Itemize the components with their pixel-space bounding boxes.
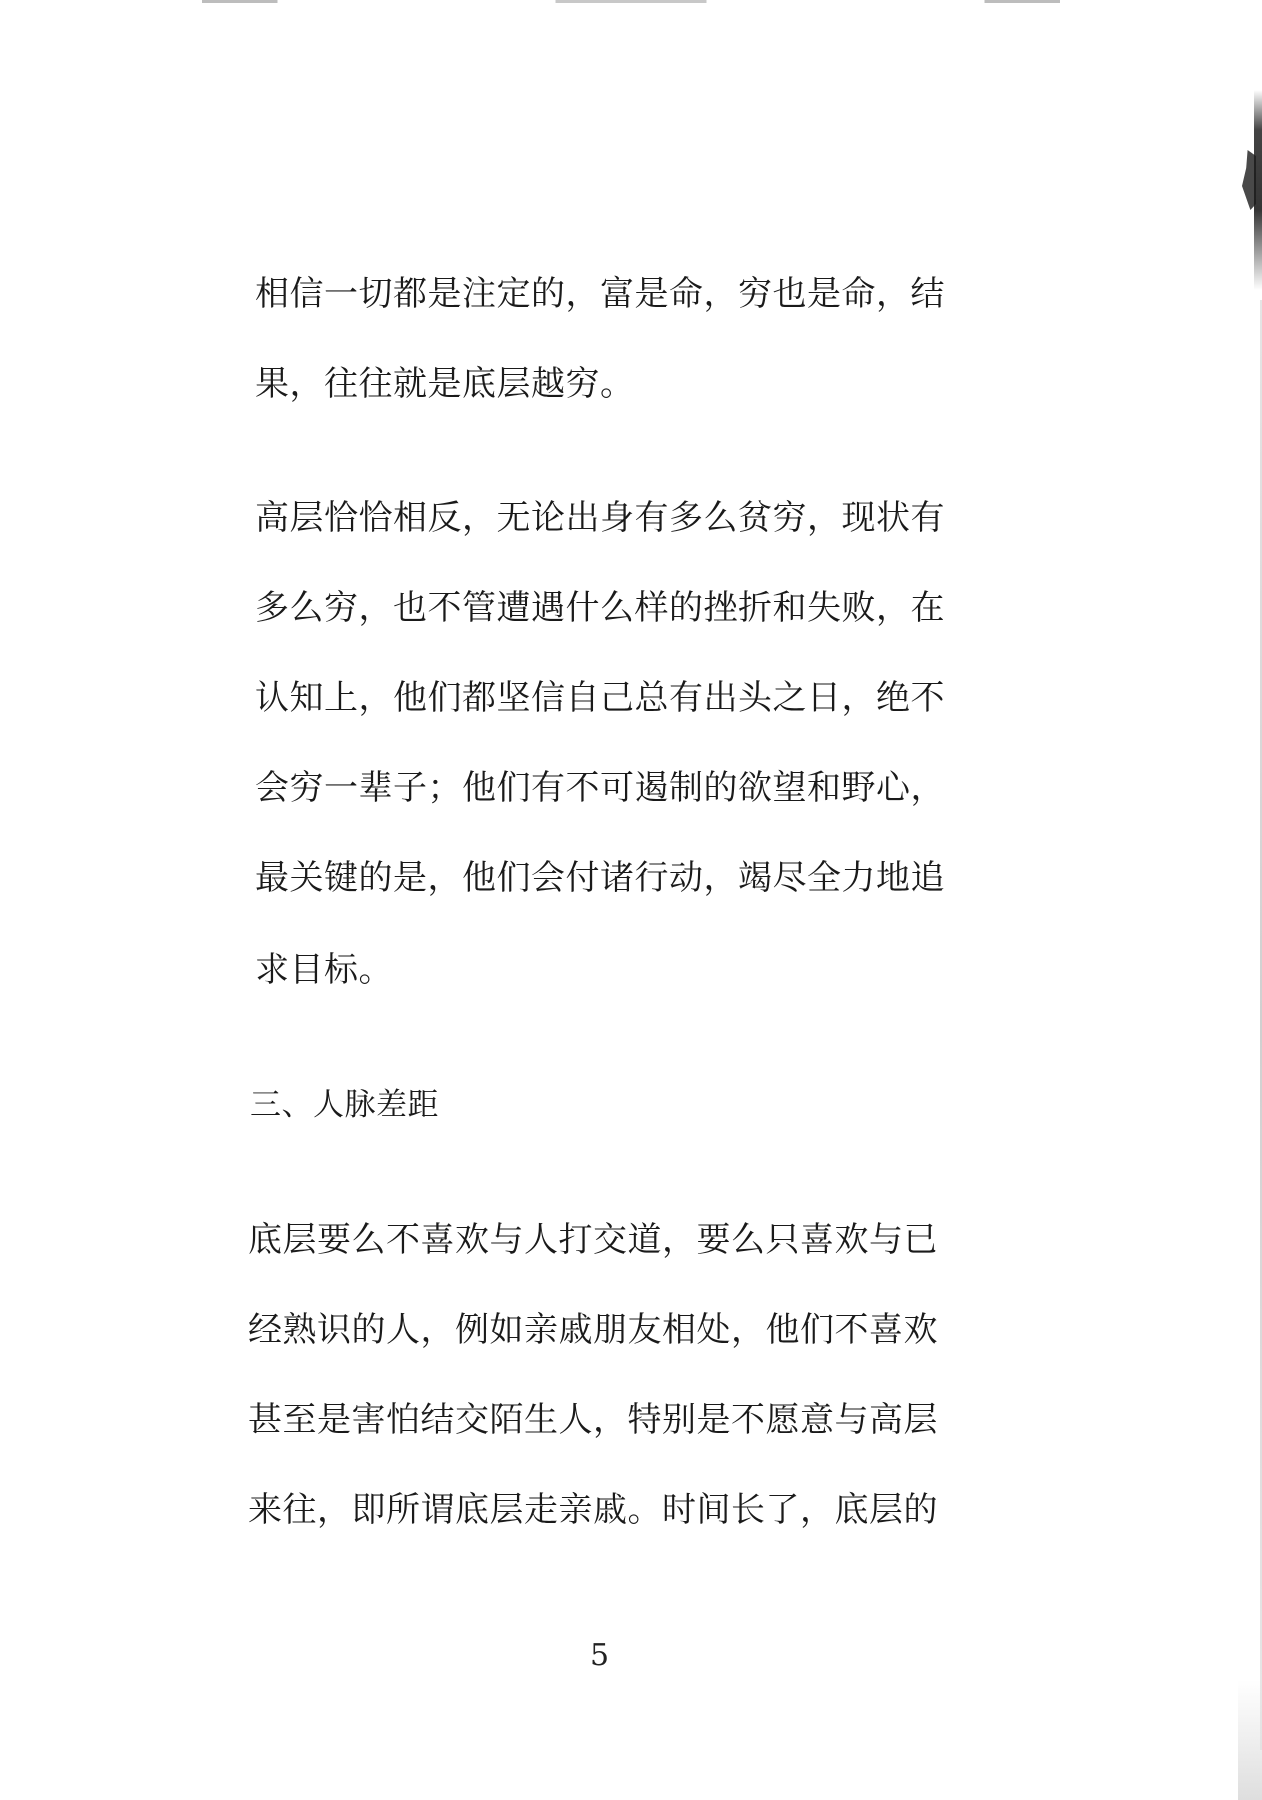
text-line: 经熟识的人，例如亲戚朋友相处，他们不喜欢 — [248, 1310, 938, 1350]
text-line: 底层要么不喜欢与人打交道，要么只喜欢与已 — [248, 1220, 938, 1260]
page-number: 5 — [590, 1638, 610, 1673]
text-line: 多么穷，也不管遭遇什么样的挫折和失败，在 — [255, 588, 945, 628]
text-line: 会穷一辈子；他们有不可遏制的欲望和野心， — [255, 768, 945, 808]
text-line: 高层恰恰相反，无论出身有多么贫穷，现状有 — [255, 498, 945, 538]
text-line: 果，往往就是底层越穷。 — [255, 364, 635, 404]
scan-edge-bottom-right — [1238, 1680, 1262, 1800]
scan-edge-top — [0, 0, 1262, 3]
text-line: 来往，即所谓底层走亲戚。时间长了，底层的 — [248, 1490, 938, 1530]
section-heading: 三、人脉差距 — [250, 1087, 439, 1123]
scan-edge-mark — [1242, 150, 1256, 210]
text-line: 甚至是害怕结交陌生人，特别是不愿意与高层 — [248, 1400, 938, 1440]
text-line: 最关键的是，他们会付诸行动，竭尽全力地追 — [255, 858, 945, 898]
text-line: 求目标。 — [255, 950, 393, 990]
text-line: 认知上，他们都坚信自己总有出头之日，绝不 — [255, 678, 945, 718]
text-line: 相信一切都是注定的，富是命，穷也是命，结 — [255, 274, 945, 314]
